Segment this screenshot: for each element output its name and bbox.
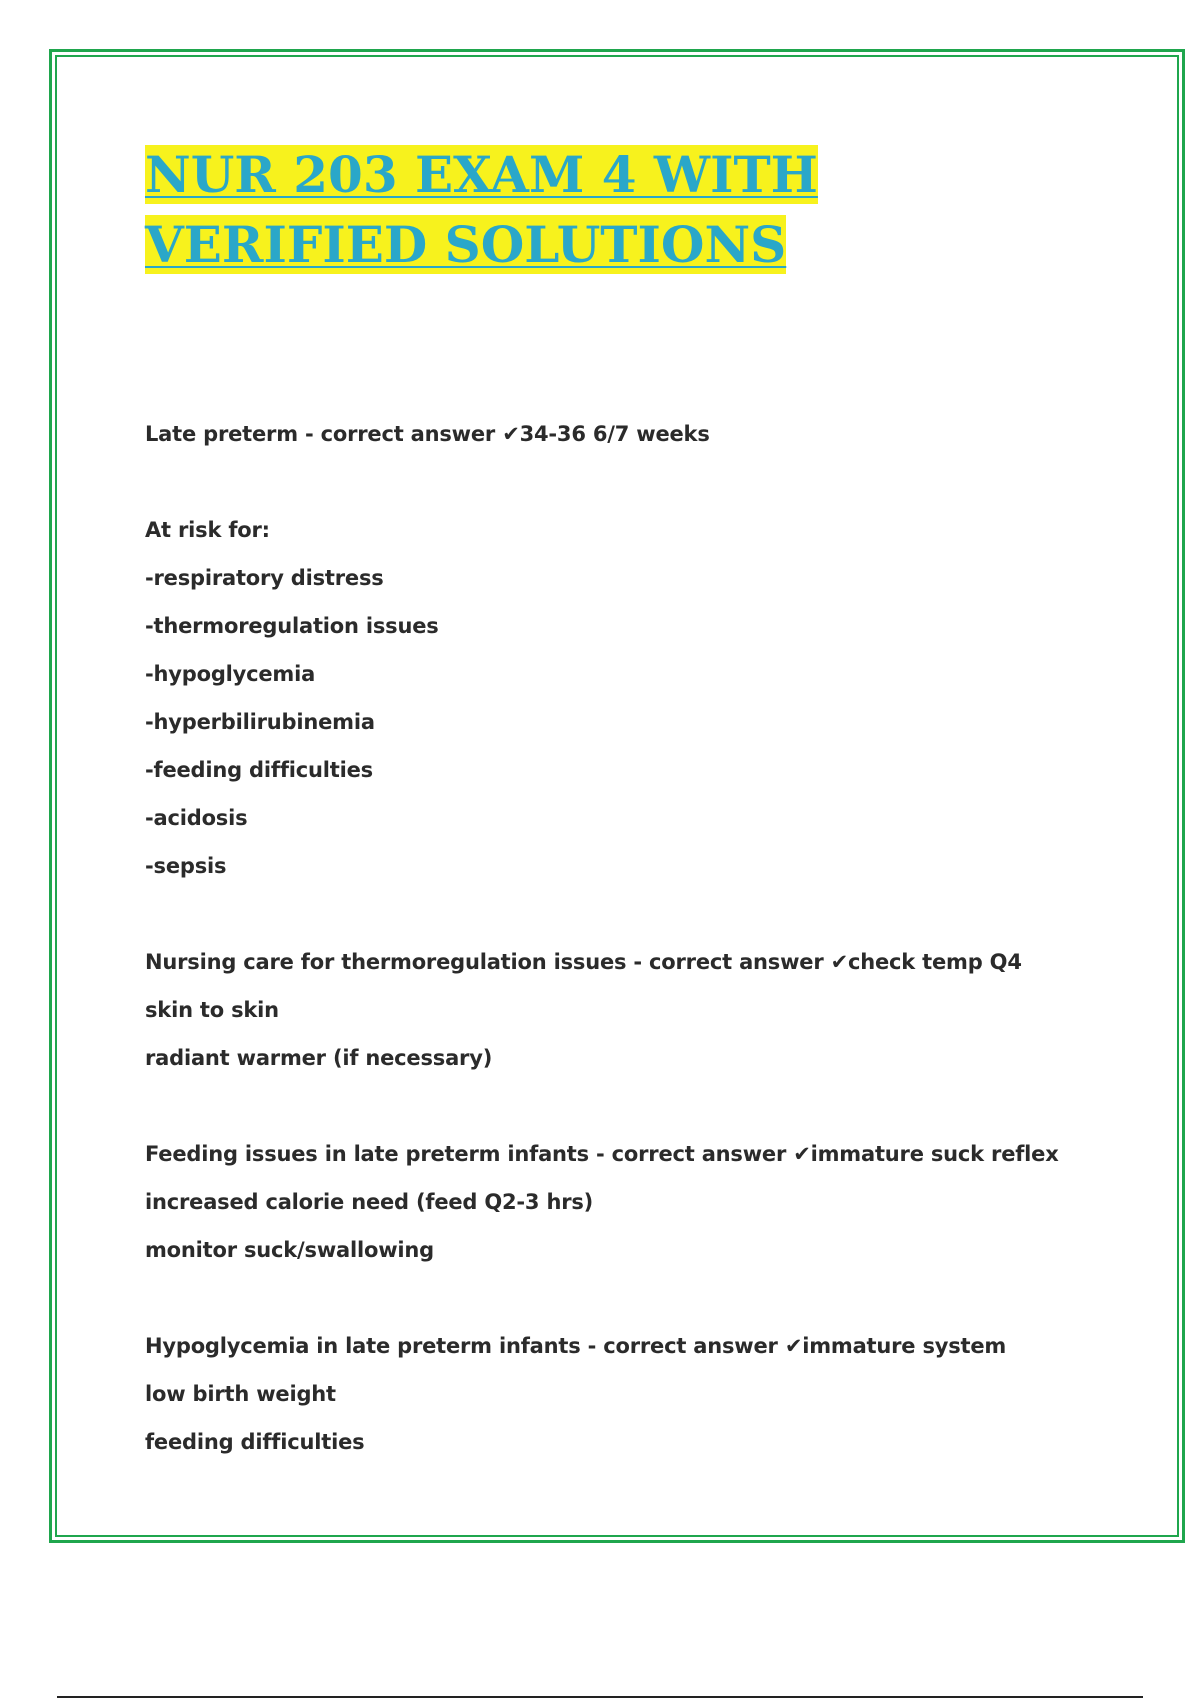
- qa-line: -thermoregulation issues: [145, 614, 439, 638]
- footer-rule: [57, 1696, 1143, 1698]
- qa-line: -feeding difficulties: [145, 758, 373, 782]
- qa-line: -hyperbilirubinemia: [145, 710, 375, 734]
- qa-block-late-preterm: [145, 410, 1095, 458]
- document-content: [145, 140, 1095, 1514]
- qa-line: -sepsis: [145, 854, 227, 878]
- qa-line: low birth weight: [145, 1382, 336, 1406]
- qa-block-hypoglycemia: [145, 1322, 1095, 1466]
- qa-line: skin to skin: [145, 998, 279, 1022]
- qa-line: Late preterm - correct answer ✔34-36 6/7 weeks: [145, 422, 710, 446]
- qa-block-at-risk: [145, 506, 1095, 890]
- qa-line: -acidosis: [145, 806, 248, 830]
- qa-block-thermoregulation-care: [145, 938, 1095, 1082]
- document-title: [145, 140, 1095, 280]
- qa-list: [145, 410, 1095, 1466]
- qa-line: radiant warmer (if necessary): [145, 1046, 493, 1070]
- qa-line: -hypoglycemia: [145, 662, 316, 686]
- qa-line: -respiratory distress: [145, 566, 384, 590]
- qa-line: At risk for:: [145, 518, 270, 542]
- qa-line: Nursing care for thermoregulation issues - correct answer ✔check temp Q4: [145, 950, 1022, 974]
- document-title-text: NUR 203 EXAM 4 WITH VERIFIED SOLUTIONS: [145, 145, 818, 274]
- qa-block-feeding-issues: [145, 1130, 1095, 1274]
- qa-line: Hypoglycemia in late preterm infants - correct answer ✔immature system: [145, 1334, 1007, 1358]
- qa-line: Feeding issues in late preterm infants - correct answer ✔immature suck reflex: [145, 1142, 1059, 1166]
- qa-line: feeding difficulties: [145, 1430, 365, 1454]
- qa-line: monitor suck/swallowing: [145, 1238, 435, 1262]
- qa-line: increased calorie need (feed Q2-3 hrs): [145, 1190, 594, 1214]
